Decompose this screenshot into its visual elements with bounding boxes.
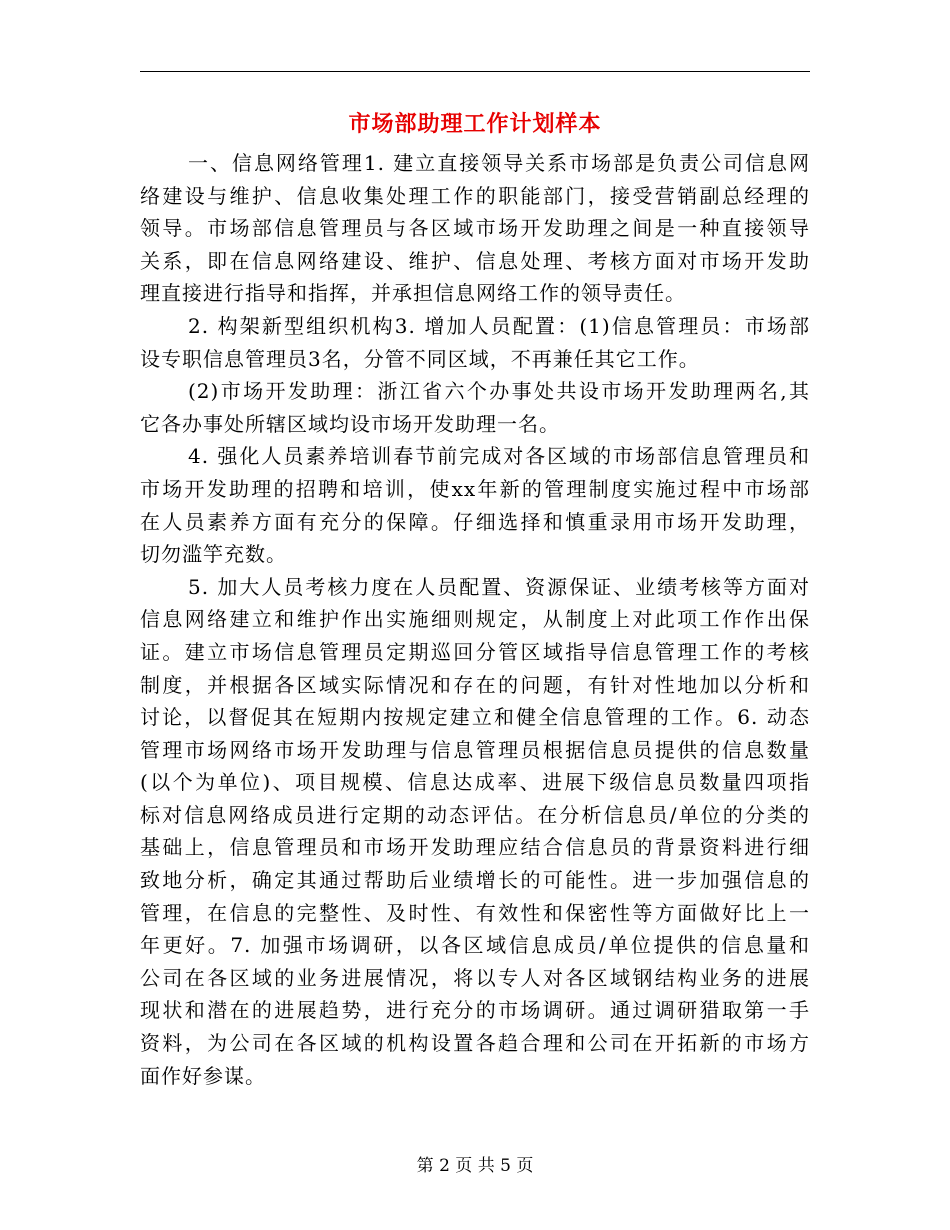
text-line: 管理，在信息的完整性、及时性、有效性和保密性等方面做好比上一 [140, 900, 810, 925]
text-line: 信息网络建立和维护作出实施细则规定，从制度上对此项工作作出保 [140, 607, 810, 632]
text-line: (以个为单位)、项目规模、信息达成率、进展下级信息员数量四项指 [140, 770, 810, 795]
text-line: 管理市场网络市场开发助理与信息管理员根据信息员提供的信息数量 [140, 737, 810, 762]
paragraph-2 [140, 310, 810, 375]
page-footer: 第 2 页 共 5 页 [416, 1156, 534, 1176]
text-line: 在人员素养方面有充分的保障。仔细选择和慎重录用市场开发助理， [140, 509, 810, 534]
text-line: 讨论，以督促其在短期内按规定建立和健全信息管理的工作。6. 动态 [140, 705, 810, 730]
text-line: 制度，并根据各区域实际情况和存在的问题，有针对性地加以分析和 [140, 672, 810, 697]
paragraph-5 [140, 571, 810, 1093]
text-line: 关系，即在信息网络建设、维护、信息处理、考核方面对市场开发助 [140, 248, 810, 273]
text-line: 络建设与维护、信息收集处理工作的职能部门，接受营销副总经理的 [140, 183, 810, 208]
text-line: 市场开发助理的招聘和培训，使xx年新的管理制度实施过程中市场部 [140, 476, 810, 501]
text-line: 基础上，信息管理员和市场开发助理应结合信息员的背景资料进行细 [140, 835, 810, 860]
text-line: 设专职信息管理员3名，分管不同区域，不再兼任其它工作。 [140, 346, 700, 371]
text-line: 标对信息网络成员进行定期的动态评估。在分析信息员/单位的分类的 [140, 802, 810, 827]
paragraph-1 [140, 147, 810, 310]
text-line: 切勿滥竽充数。 [140, 542, 287, 567]
text-line: 公司在各区域的业务进展情况，将以专人对各区域钢结构业务的进展 [140, 965, 810, 990]
text-line: 证。建立市场信息管理员定期巡回分管区域指导信息管理工作的考核 [140, 639, 810, 664]
text-line: 2. 构架新型组织机构3. 增加人员配置：(1)信息管理员：市场部 [188, 313, 810, 338]
text-line: 年更好。7. 加强市场调研，以各区域信息成员/单位提供的信息量和 [140, 933, 810, 958]
text-line: 4. 强化人员素养培训春节前完成对各区域的市场部信息管理员和 [188, 444, 810, 469]
header-rule [140, 71, 810, 72]
text-line: 面作好参谋。 [140, 1063, 266, 1088]
text-line: 一、信息网络管理1. 建立直接领导关系市场部是负责公司信息网 [188, 151, 810, 175]
text-line: 理直接进行指导和指挥，并承担信息网络工作的领导责任。 [140, 281, 686, 306]
text-line: 5. 加大人员考核力度在人员配置、资源保证、业绩考核等方面对 [188, 574, 810, 599]
text-line: 领导。市场部信息管理员与各区域市场开发助理之间是一种直接领导 [140, 216, 810, 241]
text-line: 资料，为公司在各区域的机构设置各趋合理和公司在开拓新的市场方 [140, 1031, 810, 1056]
document-title: 市场部助理工作计划样本 [348, 112, 602, 137]
paragraph-3 [140, 375, 810, 440]
paragraph-4 [140, 440, 810, 570]
document-body [140, 147, 810, 1092]
text-line: (2)市场开发助理：浙江省六个办事处共设市场开发助理两名,其 [188, 379, 810, 404]
text-line: 它各办事处所辖区域均设市场开发助理一名。 [140, 411, 560, 436]
text-line: 致地分析，确定其通过帮助后业绩增长的可能性。进一步加强信息的 [140, 868, 810, 893]
text-line: 现状和潜在的进展趋势，进行充分的市场调研。通过调研猎取第一手 [140, 998, 810, 1023]
